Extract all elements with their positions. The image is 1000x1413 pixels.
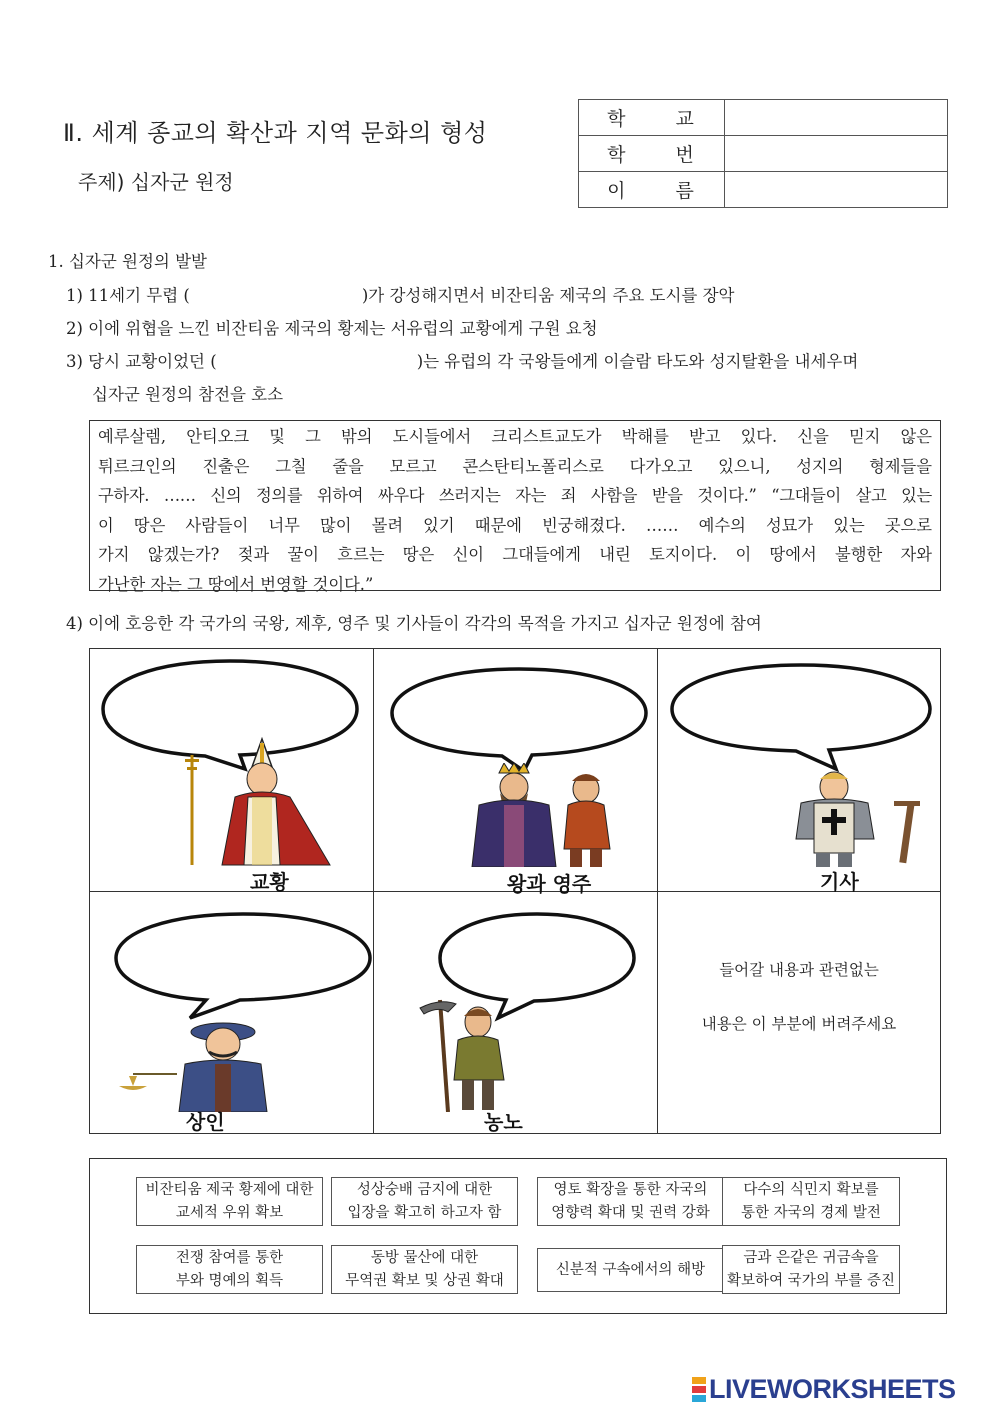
discard-note-line-1: 들어갈 내용과 관련없는	[719, 961, 879, 979]
quote-line: 가난한 자는 그 땅에서 번영할 것이다.”	[98, 574, 374, 594]
logo-mark-icon	[692, 1376, 706, 1403]
worksheet-subtitle: 주제) 십자군 원정	[78, 170, 234, 194]
serf-cell[interactable]	[374, 892, 658, 1135]
item-1-prefix: 1) 11세기 무렵 (	[66, 286, 190, 305]
worksheet-title: Ⅱ. 세계 종교의 확산과 지역 문화의 형성	[63, 119, 488, 147]
king-and-lord-icon	[464, 763, 644, 867]
logo-bar	[692, 1377, 706, 1384]
student-number-input[interactable]	[725, 136, 947, 171]
blank-2-input[interactable]	[217, 351, 417, 375]
student-info-table	[578, 99, 948, 208]
item-3	[66, 348, 858, 375]
option-card[interactable]: 금과 은같은 귀금속을 확보하여 국가의 부를 증진	[722, 1245, 900, 1294]
option-card[interactable]: 신분적 구속에서의 해방	[537, 1248, 724, 1292]
item-3-suffix: )는 유럽의 각 국왕들에게 이슬람 타도와 성지탈환을 내세우며	[416, 352, 859, 371]
king-and-lord-caption: 왕과 영주	[507, 872, 592, 896]
quote-line: 튀르크인의 진출은 그칠 줄을 모르고 콘스탄티노폴리스로 다가오고 있으니, 성지의 형제들을	[98, 456, 932, 476]
pope-icon	[180, 737, 350, 867]
option-card[interactable]: 성상숭배 금지에 대한 입장을 확고히 하고자 함	[331, 1177, 518, 1226]
option-card[interactable]: 다수의 식민지 확보를 통한 자국의 경제 발전	[722, 1177, 900, 1226]
quote-line: 이 땅은 사람들이 너무 많이 몰려 있기 때문에 빈궁해졌다. …… 예수의 성묘가 있는 곳으로	[98, 515, 932, 535]
king-and-lord-cell[interactable]	[374, 649, 658, 896]
knight-cell[interactable]	[658, 649, 942, 892]
logo-text: LIVEWORKSHEETS	[709, 1373, 956, 1404]
option-card[interactable]: 비잔티움 제국 황제에 대한 교세적 우위 확보	[136, 1177, 323, 1226]
item-4: 4) 이에 호응한 각 국가의 국왕, 제후, 영주 및 기사들이 각각의 목적을 가지고 십자군 원정에 참여	[66, 614, 762, 633]
item-2: 2) 이에 위협을 느낀 비잔티움 제국의 황제는 서유럽의 교황에게 구원 요청	[66, 319, 598, 338]
item-1-suffix: )가 강성해지면서 비잔티움 제국의 주요 도시를 장악	[361, 286, 735, 305]
item-3-continued: 십자군 원정의 참전을 호소	[92, 385, 284, 404]
pope-cell[interactable]	[90, 649, 374, 892]
serf-icon	[400, 996, 550, 1112]
school-field-cell	[725, 100, 948, 136]
speech-bubble-icon	[664, 661, 938, 773]
knight-caption: 기사	[820, 870, 859, 894]
blank-1-input[interactable]	[190, 285, 362, 309]
item-3-prefix: 3) 당시 교황이었던 (	[66, 352, 217, 371]
pope-caption: 교황	[250, 870, 289, 894]
name-field-cell	[725, 172, 948, 208]
serf-caption: 농노	[484, 1110, 523, 1134]
discard-note-line-2: 내용은 이 부분에 버려주세요	[701, 1015, 897, 1033]
name-input[interactable]	[725, 172, 947, 207]
item-1	[66, 282, 735, 309]
option-card[interactable]: 동방 물산에 대한 무역권 확보 및 상권 확대	[331, 1245, 518, 1294]
liveworksheets-logo	[692, 1372, 956, 1406]
merchant-caption: 상인	[186, 1110, 225, 1134]
discard-area-note[interactable]	[657, 957, 941, 1038]
merchant-icon	[115, 1012, 275, 1112]
name-label: 이 름	[579, 172, 725, 208]
logo-bar	[692, 1386, 706, 1393]
section-heading: 1. 십자군 원정의 발발	[48, 252, 207, 271]
answer-options-bank	[89, 1158, 947, 1314]
logo-bar	[692, 1395, 706, 1402]
speech-bubble-icon	[108, 910, 378, 1022]
school-label: 학 교	[579, 100, 725, 136]
pope-speech-quote	[89, 420, 941, 594]
student-number-field-cell	[725, 136, 948, 172]
quote-line: 가지 않겠는가? 젖과 꿀이 흐르는 땅은 신이 그대들에게 내린 토지이다. 이 땅에서 불행한 자와	[98, 545, 932, 564]
school-input[interactable]	[725, 100, 947, 135]
quote-line: 구하자. …… 신의 정의를 위하여 싸우다 쓰러지는 자는 죄 사함을 받을 것이다.” “그대들이 살고 있는	[98, 486, 932, 505]
student-number-label: 학 번	[579, 136, 725, 172]
character-grid	[89, 648, 941, 1134]
merchant-cell[interactable]	[90, 892, 374, 1135]
quote-line: 예루살렘, 안티오크 및 그 밖의 도시들에서 크리스트교도가 박해를 받고 있다. 신을 믿지 않은	[98, 427, 932, 446]
speech-bubble-icon	[384, 665, 654, 773]
option-card[interactable]: 전쟁 참여를 통한 부와 명예의 획득	[136, 1245, 323, 1294]
knight-icon	[776, 769, 936, 867]
option-card[interactable]: 영토 확장을 통한 자국의 영향력 확대 및 권력 강화	[537, 1177, 724, 1226]
